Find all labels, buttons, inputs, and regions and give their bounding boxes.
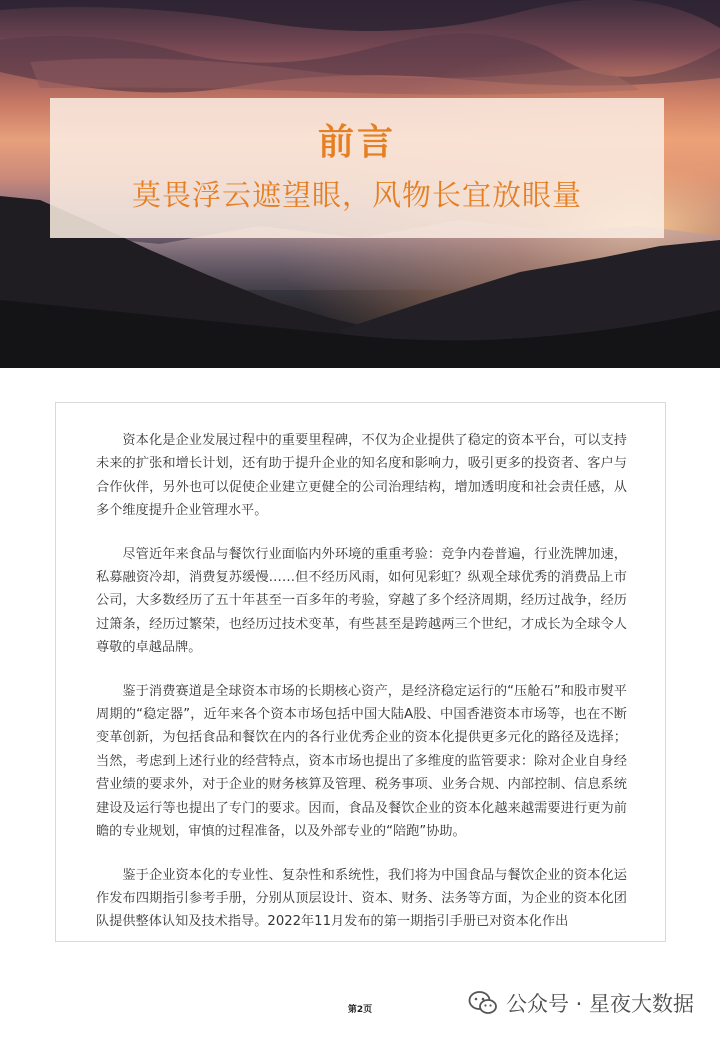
hero-image <box>0 0 720 368</box>
paragraph: 资本化是企业发展过程中的重要里程碑，不仅为企业提供了稳定的资本平台，可以支持未来的扩张和增长计划，还有助于提升企业的知名度和影响力，吸引更多的投资者、客户与合作伙伴，另外也可以促使企业建立更健全的公司治理结构，增加透明度和社会责任感，从多个维度提升企业管理水平。 <box>96 433 627 519</box>
content-box <box>55 402 666 942</box>
wechat-icon <box>468 990 498 1016</box>
watermark-text: 公众号 · 星夜大数据 <box>505 992 694 1016</box>
page-title: 前言 <box>317 122 396 163</box>
page-number: 第2页 <box>347 1005 373 1015</box>
page-subtitle: 莫畏浮云遮望眼，风物长宜放眼量 <box>131 178 582 212</box>
paragraph: 尽管近年来食品与餐饮行业面临内外环境的重重考验：竞争内卷普遍，行业洗牌加速，私募融资冷却，消费复苏缓慢……但不经历风雨，如何见彩虹？纵观全球优秀的消费品上市公司，大多数经历了五十年甚至一百多年的考验，穿越了多个经济周期，经历过战争，经历过箫条，经历过繁荣，也经历过技术变革，有些甚至是跨越两三个世纪，才成长为全球令人尊敬的卓越品牌。 <box>96 546 627 656</box>
paragraph: 鉴于消费赛道是全球资本市场的长期核心资产，是经济稳定运行的“压舱石”和股市熨平周期的“稳定器”，近年来各个资本市场包括中国大陆A股、中国香港资本市场等，也在不断变革创新，为包括食品和餐饮在内的各行业优秀企业的资本化提供更多元化的路径及选择；当然，考虑到上述行业的经营特点，资本市场也提出了多维度的监管要求：除对企业自身经营业绩的要求外，对于企业的财务核算及管理、税务事项、业务合规、内部控制、信息系统建设及运行等也提出了专门的要求。因而，食品及餐饮企业的资本化越来越需要进行更为前瞻的专业规划，审慎的过程准备，以及外部专业的“陪跑”协助。 <box>96 683 627 840</box>
paragraph: 鉴于企业资本化的专业性、复杂性和系统性，我们将为中国食品与餐饮企业的资本化运作发布四期指引参考手册，分别从顶层设计、资本、财务、法务等方面，为企业的资本化团队提供整体认知及技术指导。2022年11月发布的第一期指引手册已对资本化作出 <box>96 867 627 930</box>
watermark <box>468 988 694 1018</box>
title-banner <box>50 98 664 238</box>
